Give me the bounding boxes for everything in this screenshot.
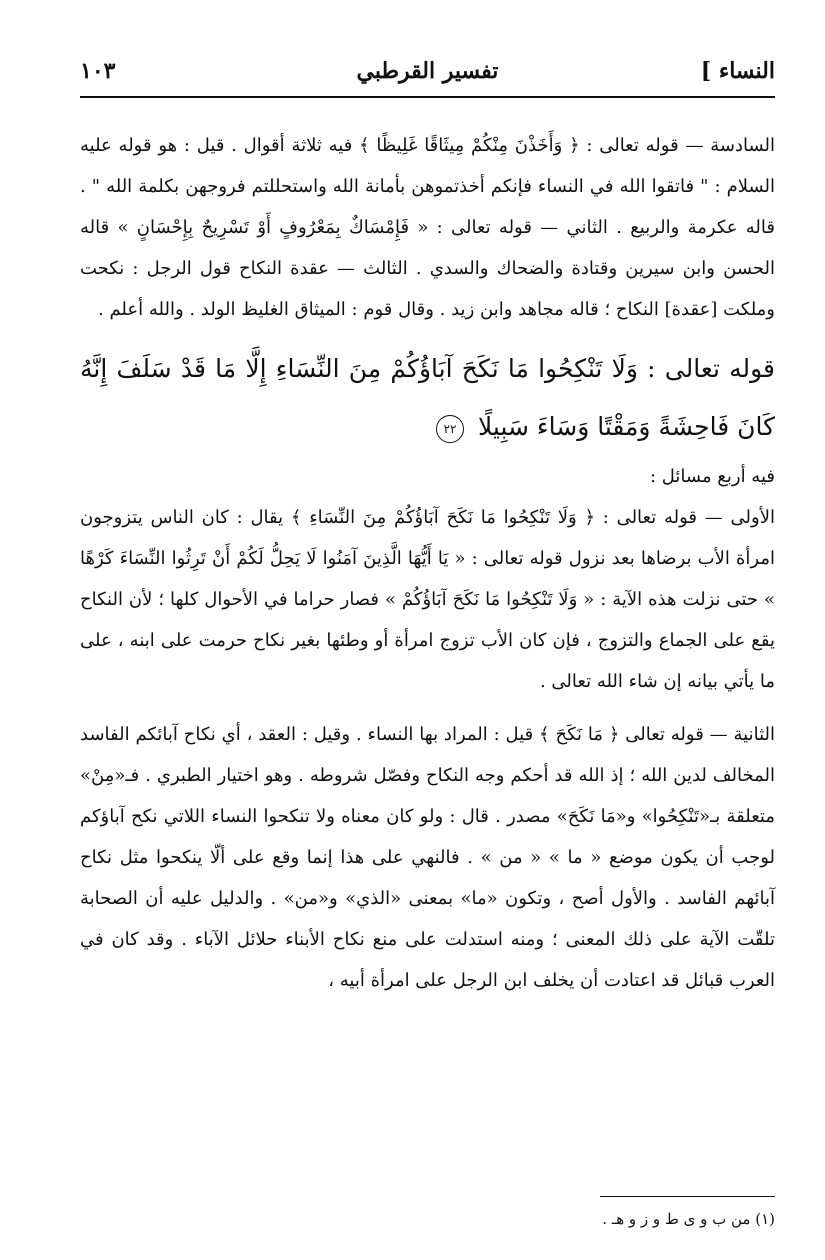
paragraph-sixth: السادسة — قوله تعالى : ﴿ وَأَخَذْنَ مِنْكُمْ مِيثَاقًا غَلِيظًا ﴾ فيه ثلاثة أقوال . قيل : هو قوله عليه السلام : " فاتقوا الله في النساء فإنكم أخذتموهن بأمانة الله واستحللتم فروجهن بكلمة الله " . قاله عكرمة والربيع . الثاني — قوله تعالى : « فَإِمْسَاكٌ بِمَعْرُوفٍ أَوْ تَسْرِيحٌ بِإِحْسَانٍ » قاله الحسن وابن سيرين وقتادة والضحاك والسدي . الثالث — عقدة النكاح قول الرجل : نكحت وملكت [عقدة] النكاح ؛ قاله مجاهد وابن زيد . وقال قوم : الميثاق الغليظ الولد . والله أعلم . [80, 135, 775, 320]
main-text [80, 125, 775, 1001]
footnote: (١) من ب و ى ط و ز و هـ . [602, 1210, 775, 1228]
paragraph-second: الثانية — قوله تعالى ﴿ مَا نَكَحَ ﴾ قيل : المراد بها النساء . وقيل : العقد ، أي نكاح آبائكم الفاسد المخالف لدين الله ؛ إذ الله قد أحكم وجه النكاح وفصّل شروطه . وهو اختيار الطبري . فـ«مِنْ» متعلقة بـ«تَنْكِحُوا» و«مَا نَكَحَ» مصدر . قال : ولو كان معناه ولا تنكحوا النساء اللاتي نكح آباؤكم لوجب أن يكون موضع « ما » « من » . فالنهي على هذا إنما وقع على ألّا ينكحوا مثل نكاح آبائهم الفاسد . والأول أصح ، وتكون «ما» بمعنى «الذي» و«من» . والدليل عليه أن الصحابة تلقّت الآية على ذلك المعنى ؛ ومنه استدلت على منع نكاح الأبناء حلائل الآباء . وقد كان في العرب قبائل قد اعتادت أن يخلف ابن الرجل على امرأة أبيه ، [80, 724, 775, 991]
paragraph-first: الأولى — قوله تعالى : ﴿ وَلَا تَنْكِحُوا مَا نَكَحَ آبَاؤُكُمْ مِنَ النِّسَاءِ ﴾ يقال : كان الناس يتزوجون امرأة الأب برضاها بعد نزول قوله تعالى : « يَا أَيُّهَا الَّذِينَ آمَنُوا لَا يَحِلُّ لَكُمْ أَنْ تَرِثُوا النِّسَاءَ كَرْهًا » حتى نزلت هذه الآية : « وَلَا تَنْكِحُوا مَا نَكَحَ آبَاؤُكُمْ » فصار حراما في الأحوال كلها ؛ لأن النكاح يقع على الجماع والتزوج ، فإن كان الأب تزوج امرأة أو وطئها بغير نكاح حرمت على ابنه ، على ما يأتي بيانه إن شاء الله تعالى . [80, 507, 775, 692]
verse-number-icon [436, 415, 464, 443]
verse-text: وَلَا تَنْكِحُوا مَا نَكَحَ آبَاؤُكُمْ مِنَ النِّسَاءِ إِلَّا مَا قَدْ سَلَفَ إِنَّهُ كَانَ فَاحِشَةً وَمَقْتًا وَسَاءَ سَبِيلًا [80, 354, 775, 441]
quran-verse [80, 340, 775, 456]
paragraph-masail: فيه أربع مسائل : [649, 466, 775, 487]
footnote-rule [600, 1196, 775, 1197]
verse-intro: قوله تعالى : [647, 354, 776, 383]
verse-number: ٢٢ [443, 421, 457, 436]
section-name: النساء ] [700, 58, 775, 84]
book-title: تفسير القرطبي [356, 58, 499, 84]
page-number: ١٠٣ [80, 58, 116, 84]
running-header [80, 52, 775, 96]
header-rule [80, 96, 775, 98]
